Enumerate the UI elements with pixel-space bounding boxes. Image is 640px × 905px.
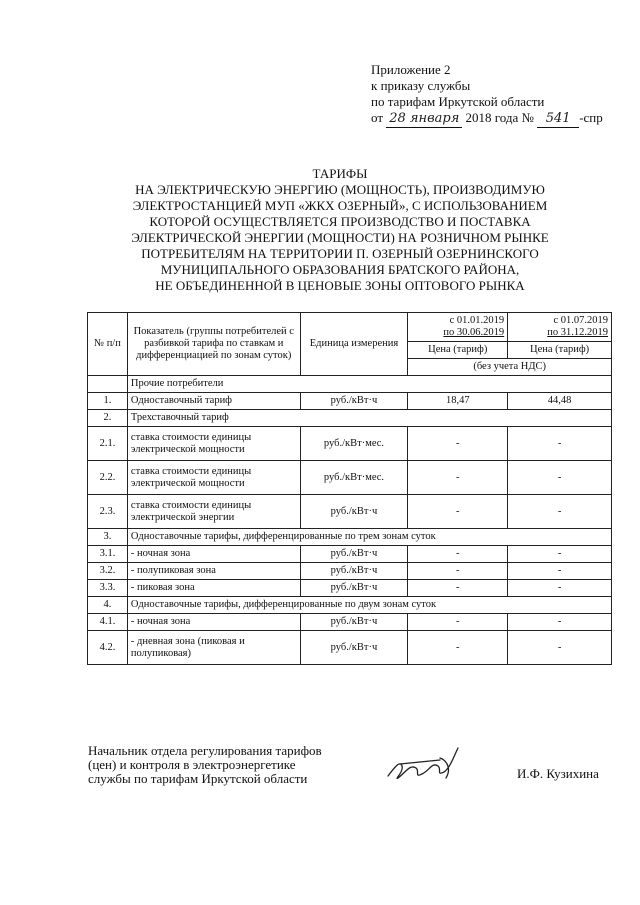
row-value-2: 44,48 [508,393,612,410]
row-num: 3.1. [88,546,128,563]
row-value-1: - [408,580,508,597]
row-name: Одноставочный тариф [127,393,300,410]
tariff-table [87,312,612,665]
row-unit: руб./кВт·ч [300,614,408,631]
header-price-1: Цена (тариф) [408,342,508,359]
header-period-2 [508,313,612,342]
row-num: 1. [88,393,128,410]
row-name: - ночная зона [127,614,300,631]
period1-to: по 30.06.2019 [443,327,505,338]
appendix-line: к приказу службы [371,78,471,93]
row-value-1: 18,47 [408,393,508,410]
row-group-name: Трехставочный тариф [127,410,611,427]
signatory-name: И.Ф. Кузихина [517,766,599,781]
row-unit: руб./кВт·ч [300,631,408,665]
row-value-2: - [508,461,612,495]
row-num: 3.2. [88,563,128,580]
table-row [88,461,612,495]
row-name: ставка стоимости единицы электрической мощности [127,427,300,461]
row-unit: руб./кВт·ч [300,495,408,529]
handwritten-date: 28 января [386,111,462,128]
table-row [88,495,612,529]
year-text: 2018 года № [465,110,534,125]
table-row [88,580,612,597]
table-group-row [88,529,612,546]
title-line: НА ЭЛЕКТРИЧЕСКУЮ ЭНЕРГИЮ (МОЩНОСТЬ), ПРОИЗВОДИМУЮ [135,182,545,197]
title-line: ТАРИФЫ [312,166,368,181]
table-group-row [88,410,612,427]
row-unit: руб./кВт·мес. [300,427,408,461]
handwritten-signature [380,738,470,788]
appendix-line: Приложение 2 [371,62,451,77]
title-line: ЭЛЕКТРОСТАНЦИЕЙ МУП «ЖКХ ОЗЕРНЫЙ», С ИСПОЛЬЗОВАНИЕМ [132,198,548,213]
row-group-name: Одноставочные тарифы, дифференцированные по двум зонам суток [127,597,611,614]
header-indicator: Показатель (группы потребителей с разбивкой тарифа по ставкам и дифференциацией по зонам суток) [127,313,300,376]
title-line: КОТОРОЙ ОСУЩЕСТВЛЯЕТСЯ ПРОИЗВОДСТВО И ПОСТАВКА [149,214,531,229]
table-section-row [88,376,612,393]
table-row [88,546,612,563]
header-num: № п/п [88,313,128,376]
header-period-1 [408,313,508,342]
handwritten-number: 541 [537,111,579,128]
row-num: 4.2. [88,631,128,665]
row-value-1: - [408,461,508,495]
row-unit: руб./кВт·ч [300,546,408,563]
row-name: - дневная зона (пиковая и полупиковая) [127,631,300,665]
row-unit: руб./кВт·ч [300,393,408,410]
row-unit: руб./кВт·ч [300,563,408,580]
row-value-2: - [508,427,612,461]
appendix-date-line [371,110,603,128]
header-price-2: Цена (тариф) [508,342,612,359]
table-row [88,614,612,631]
row-value-2: - [508,580,612,597]
row-name: - полупиковая зона [127,563,300,580]
table-row [88,563,612,580]
row-num: 4. [88,597,128,614]
row-name: - пиковая зона [127,580,300,597]
period1-from: с 01.01.2019 [449,315,505,326]
period2-from: с 01.07.2019 [553,315,608,326]
row-name: ставка стоимости единицы электрической энергии [127,495,300,529]
table-group-row [88,597,612,614]
row-name: - ночная зона [127,546,300,563]
document-title [60,166,620,294]
row-unit: руб./кВт·мес. [300,461,408,495]
row-num: 3.3. [88,580,128,597]
row-unit: руб./кВт·ч [300,580,408,597]
appendix-block [371,62,603,128]
row-num: 3. [88,529,128,546]
title-line: НЕ ОБЪЕДИНЕННОЙ В ЦЕНОВЫЕ ЗОНЫ ОПТОВОГО РЫНКА [155,278,525,293]
header-vat-note: (без учета НДС) [408,359,612,376]
row-value-2: - [508,631,612,665]
title-line: ЭЛЕКТРИЧЕСКОЙ ЭНЕРГИИ (МОЩНОСТИ) НА РОЗНИЧНОМ РЫНКЕ [131,230,549,245]
row-num: 2.1. [88,427,128,461]
signatory-position-line: Начальник отдела регулирования тарифов [88,743,322,758]
table-header-row [88,313,612,342]
appendix-line: по тарифам Иркутской области [371,94,545,109]
row-num: 2.2. [88,461,128,495]
row-value-2: - [508,495,612,529]
row-value-2: - [508,563,612,580]
table-row [88,631,612,665]
row-num: 4.1. [88,614,128,631]
row-value-1: - [408,495,508,529]
title-line: МУНИЦИПАЛЬНОГО ОБРАЗОВАНИЯ БРАТСКОГО РАЙОНА, [160,262,520,277]
row-num: 2. [88,410,128,427]
header-unit: Единица измерения [300,313,408,376]
row-value-1: - [408,563,508,580]
number-suffix: -спр [579,110,603,125]
table-row [88,393,612,410]
section-other-consumers: Прочие потребители [127,376,611,393]
row-value-2: - [508,614,612,631]
date-prefix: от [371,110,384,125]
row-group-name: Одноставочные тарифы, дифференцированные по трем зонам суток [127,529,611,546]
row-value-2: - [508,546,612,563]
title-line: ПОТРЕБИТЕЛЯМ НА ТЕРРИТОРИИ П. ОЗЕРНЫЙ ОЗЕРНИНСКОГО [141,246,539,261]
signatory-position-line: (цен) и контроля в электроэнергетике [88,757,296,772]
signatory-position-line: службы по тарифам Иркутской области [88,771,308,786]
row-value-1: - [408,546,508,563]
signatory-block [88,744,322,786]
table-row [88,427,612,461]
row-name: ставка стоимости единицы электрической мощности [127,461,300,495]
row-num: 2.3. [88,495,128,529]
row-value-1: - [408,614,508,631]
period2-to: по 31.12.2019 [547,327,608,338]
row-value-1: - [408,427,508,461]
row-value-1: - [408,631,508,665]
